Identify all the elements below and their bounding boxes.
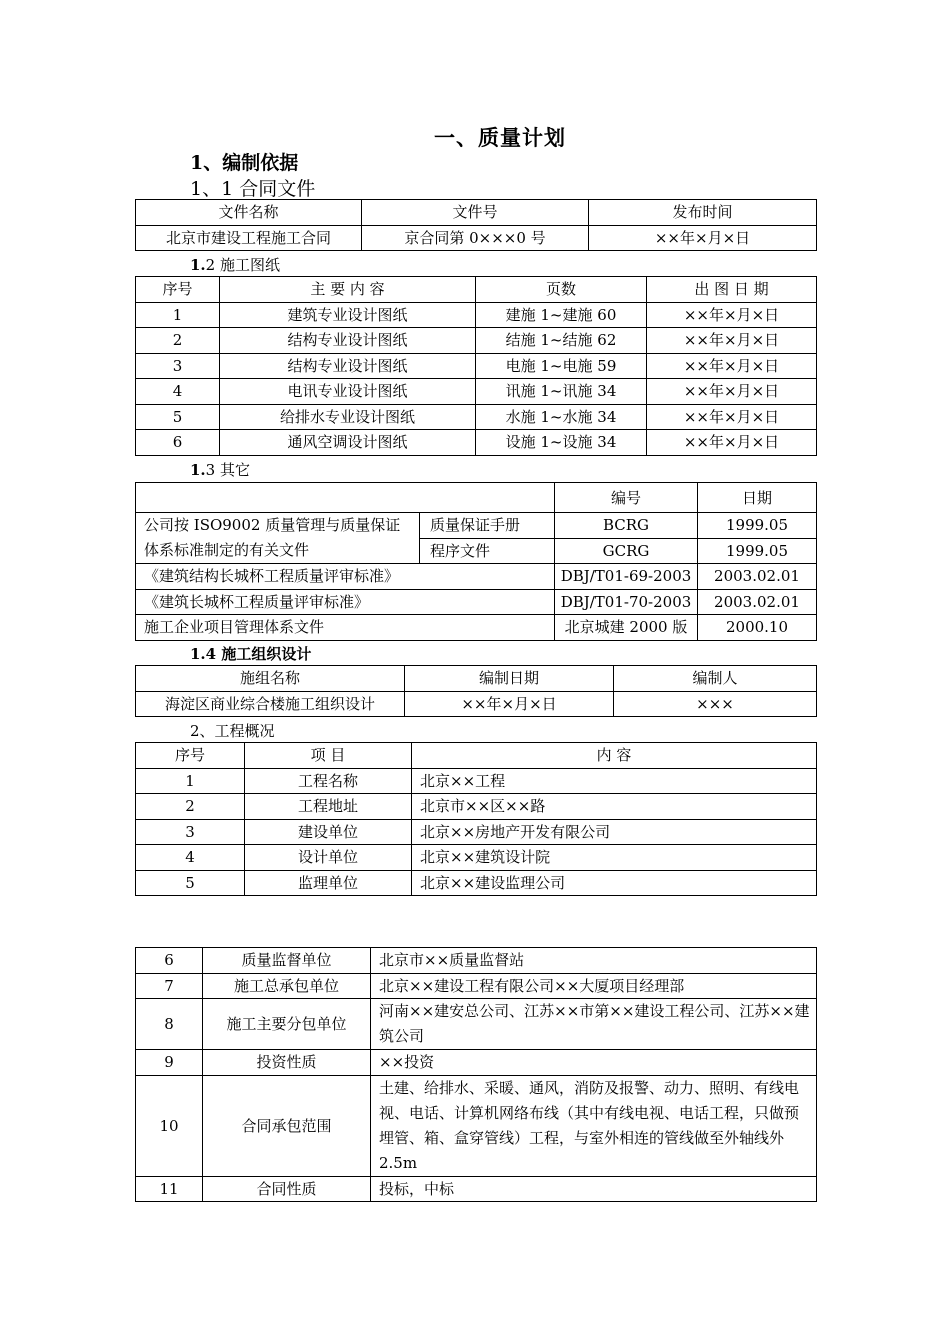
table-cell: 2000.10 — [698, 615, 817, 641]
table-cell: 北京××房地产开发有限公司 — [412, 819, 817, 845]
table-cell: DBJ/T01-70-2003 — [555, 589, 698, 615]
header-cell: 文件名称 — [136, 200, 362, 226]
table-row — [136, 973, 817, 999]
table-cell: BCRG — [555, 513, 698, 539]
others-table — [135, 482, 817, 641]
table-cell: 3 — [136, 819, 245, 845]
header-cell: 出 图 日 期 — [647, 277, 817, 303]
table-cell: 电讯专业设计图纸 — [220, 379, 476, 405]
table-cell: 6 — [136, 948, 203, 974]
table-cell: 结构专业设计图纸 — [220, 328, 476, 354]
table-cell: 1 — [136, 768, 245, 794]
table-cell: 1999.05 — [698, 513, 817, 539]
table-header-row — [136, 666, 817, 692]
table-cell: 7 — [136, 973, 203, 999]
table-cell: 《建筑结构长城杯工程质量评审标准》 — [136, 564, 555, 590]
table-cell: GCRG — [555, 538, 698, 564]
table-cell: 2 — [136, 328, 220, 354]
table-cell: 北京城建 2000 版 — [555, 615, 698, 641]
table-cell: 施工企业项目管理体系文件 — [136, 615, 555, 641]
table-cell: 北京××建设监理公司 — [412, 870, 817, 896]
overview-table — [135, 742, 817, 896]
table-header-row — [136, 483, 817, 513]
drawings-table — [135, 276, 817, 456]
table-cell: ××年×月×日 — [647, 353, 817, 379]
table-cell: 1999.05 — [698, 538, 817, 564]
section-heading-contract: 1、1 合同文件 — [190, 178, 316, 200]
table-cell: 设计单位 — [245, 845, 412, 871]
table-cell: ××年×月×日 — [589, 225, 817, 251]
table-cell: 3 — [136, 353, 220, 379]
table-row — [136, 589, 817, 615]
table-cell: 质量监督单位 — [203, 948, 371, 974]
header-cell: 文件号 — [362, 200, 589, 226]
section-label: 3 其它 — [205, 461, 250, 479]
table-cell: 5 — [136, 404, 220, 430]
table-row — [136, 1075, 817, 1176]
header-cell: 主 要 内 容 — [220, 277, 476, 303]
table-cell: 质量保证手册 — [420, 513, 555, 539]
table-cell: 北京市建设工程施工合同 — [136, 225, 362, 251]
table-header-row — [136, 200, 817, 226]
table-cell: 9 — [136, 1050, 203, 1076]
table-cell: 投标，中标 — [371, 1176, 817, 1202]
table-row — [136, 999, 817, 1050]
section-number: 1. — [190, 256, 206, 274]
table-cell: 北京××建筑设计院 — [412, 845, 817, 871]
header-cell: 日期 — [698, 483, 817, 513]
table-row — [136, 948, 817, 974]
header-cell-empty — [136, 483, 555, 513]
table-row — [136, 353, 817, 379]
table-cell: 合同承包范围 — [203, 1075, 371, 1176]
table-cell: 北京市××区××路 — [412, 794, 817, 820]
table-row — [136, 302, 817, 328]
header-cell: 序号 — [136, 743, 245, 769]
table-cell: 监理单位 — [245, 870, 412, 896]
table-cell: 《建筑长城杯工程质量评审标准》 — [136, 589, 555, 615]
overview-table-continued — [135, 947, 817, 1202]
table-cell: 京合同第 0×××0 号 — [362, 225, 589, 251]
section-heading-others — [190, 459, 250, 480]
table-cell: 海淀区商业综合楼施工组织设计 — [136, 691, 405, 717]
table-row — [136, 845, 817, 871]
table-row — [136, 379, 817, 405]
table-cell: DBJ/T01-69-2003 — [555, 564, 698, 590]
table-cell: 给排水专业设计图纸 — [220, 404, 476, 430]
table-cell: 结施 1~结施 62 — [476, 328, 647, 354]
table-row — [136, 691, 817, 717]
table-cell: ××年×月×日 — [647, 328, 817, 354]
page-title: 一、质量计划 — [434, 125, 566, 150]
contract-table — [135, 199, 817, 251]
iso-document-cell: 公司按 ISO9002 质量管理与质量保证体系标准制定的有关文件 — [136, 513, 420, 564]
header-cell: 内 容 — [412, 743, 817, 769]
table-cell: 建施 1~建施 60 — [476, 302, 647, 328]
table-cell: 2003.02.01 — [698, 589, 817, 615]
table-cell: 工程地址 — [245, 794, 412, 820]
table-cell: 6 — [136, 430, 220, 456]
table-cell: 建设单位 — [245, 819, 412, 845]
table-cell: 程序文件 — [420, 538, 555, 564]
table-cell: 工程名称 — [245, 768, 412, 794]
table-cell: ××年×月×日 — [647, 404, 817, 430]
table-cell: ××年×月×日 — [647, 430, 817, 456]
table-row — [136, 768, 817, 794]
header-cell: 施组名称 — [136, 666, 405, 692]
table-row — [136, 404, 817, 430]
header-cell: 编号 — [555, 483, 698, 513]
table-cell: 通风空调设计图纸 — [220, 430, 476, 456]
table-row — [136, 870, 817, 896]
table-row — [136, 819, 817, 845]
table-cell: 土建、给排水、采暖、通风，消防及报警、动力、照明、有线电视、电话、计算机网络布线（其中有线电视、电话工程，只做预埋管、箱、盒穿管线）工程，与室外相连的管线做至外轴线外 2.5m — [371, 1075, 817, 1176]
table-cell: 8 — [136, 999, 203, 1050]
table-cell: 11 — [136, 1176, 203, 1202]
table-cell: 4 — [136, 845, 245, 871]
table-cell: 投资性质 — [203, 1050, 371, 1076]
table-row — [136, 1050, 817, 1076]
table-cell: 合同性质 — [203, 1176, 371, 1202]
table-cell: 2003.02.01 — [698, 564, 817, 590]
table-cell: 电施 1~电施 59 — [476, 353, 647, 379]
section-heading-organization: 1.4 施工组织设计 — [190, 645, 312, 663]
table-row — [136, 1176, 817, 1202]
table-cell: 结构专业设计图纸 — [220, 353, 476, 379]
table-row — [136, 794, 817, 820]
table-cell: ××× — [614, 691, 817, 717]
section-label: 2 施工图纸 — [205, 256, 280, 274]
organization-table — [135, 665, 817, 717]
table-row — [136, 615, 817, 641]
table-cell: 水施 1~水施 34 — [476, 404, 647, 430]
table-cell: 2 — [136, 794, 245, 820]
header-cell: 编制人 — [614, 666, 817, 692]
table-cell: 建筑专业设计图纸 — [220, 302, 476, 328]
table-cell: 5 — [136, 870, 245, 896]
table-cell: 1 — [136, 302, 220, 328]
table-cell: 河南××建安总公司、江苏××市第××建设工程公司、江苏××建筑公司 — [371, 999, 817, 1050]
table-cell: 4 — [136, 379, 220, 405]
header-cell: 项 目 — [245, 743, 412, 769]
header-cell: 发布时间 — [589, 200, 817, 226]
table-row — [136, 430, 817, 456]
table-row — [136, 564, 817, 590]
table-cell: 设施 1~设施 34 — [476, 430, 647, 456]
table-cell: 北京市××质量监督站 — [371, 948, 817, 974]
section-heading-overview: 2、工程概况 — [190, 722, 275, 740]
table-cell: ××年×月×日 — [647, 379, 817, 405]
header-cell: 序号 — [136, 277, 220, 303]
table-cell: 北京××工程 — [412, 768, 817, 794]
table-row — [136, 513, 817, 539]
section-heading-drawings — [190, 254, 280, 275]
table-cell: 北京××建设工程有限公司××大厦项目经理部 — [371, 973, 817, 999]
header-cell: 页数 — [476, 277, 647, 303]
section-number: 1. — [190, 461, 206, 479]
table-row — [136, 328, 817, 354]
table-cell: ××年×月×日 — [405, 691, 614, 717]
table-cell: 10 — [136, 1075, 203, 1176]
table-header-row — [136, 743, 817, 769]
header-cell: 编制日期 — [405, 666, 614, 692]
table-cell: ××年×月×日 — [647, 302, 817, 328]
table-row — [136, 225, 817, 251]
table-header-row — [136, 277, 817, 303]
section-heading-basis: 1、编制依据 — [190, 152, 299, 174]
table-cell: 施工主要分包单位 — [203, 999, 371, 1050]
table-cell: 讯施 1~讯施 34 — [476, 379, 647, 405]
table-cell: 施工总承包单位 — [203, 973, 371, 999]
table-cell: ××投资 — [371, 1050, 817, 1076]
